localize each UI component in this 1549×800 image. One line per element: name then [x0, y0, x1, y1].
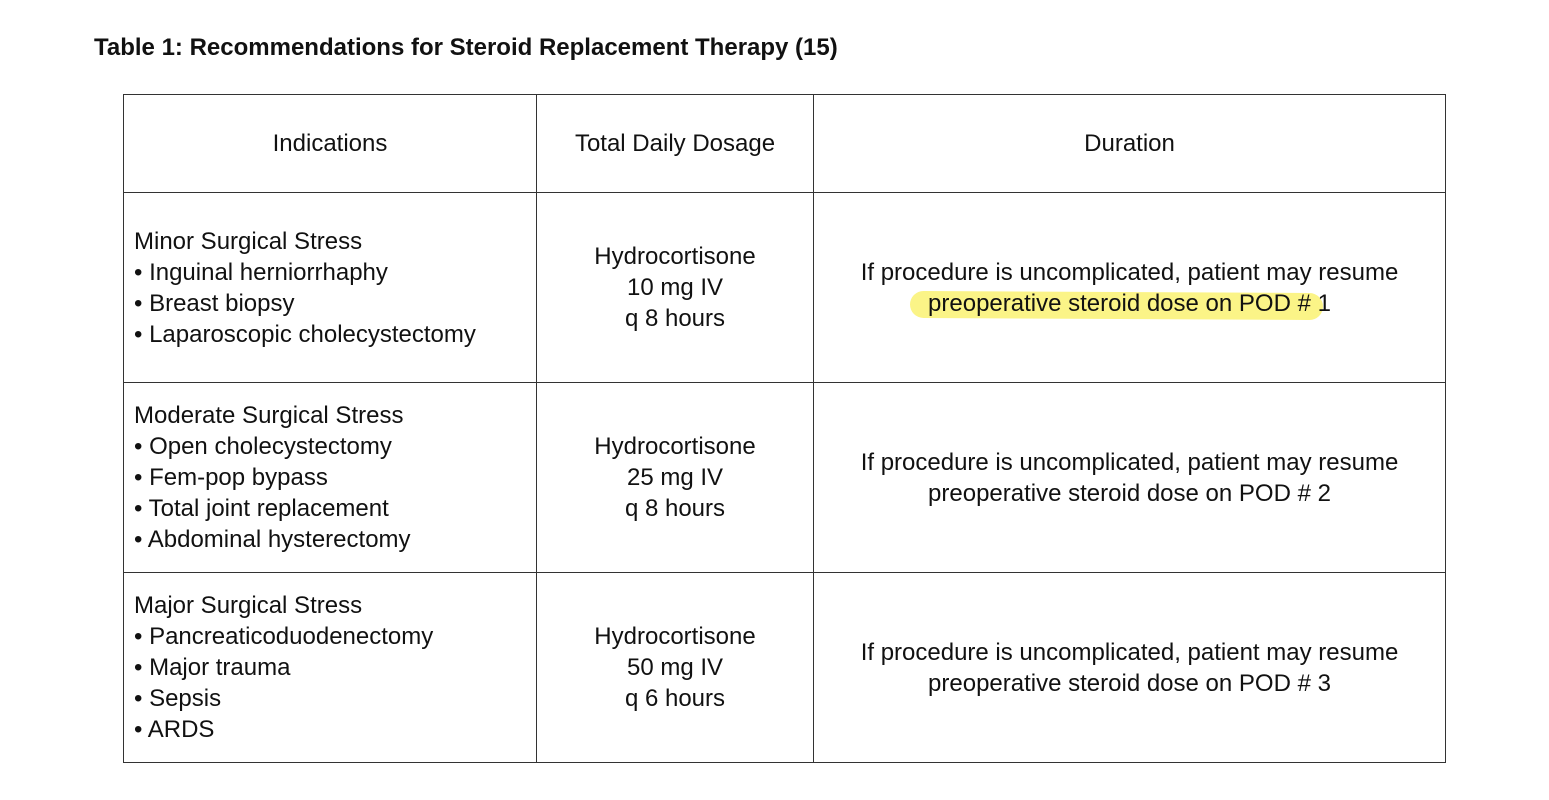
dose-frequency: q 8 hours: [624, 305, 726, 332]
dose-amount: 50 mg IV: [626, 654, 724, 681]
duration-line: preoperative steroid dose on POD # 1: [928, 289, 1331, 317]
procedure-item: • Laparoscopic cholecystectomy: [134, 320, 476, 348]
procedure-item: • Major trauma: [134, 654, 291, 681]
header-duration: Duration: [814, 95, 1446, 193]
drug-name: Hydrocortisone: [594, 243, 756, 270]
dosage-cell: [537, 573, 814, 763]
duration-cell: [814, 383, 1446, 573]
stress-category: Minor Surgical Stress: [134, 227, 363, 255]
procedure-item: • Pancreaticoduodenectomy: [134, 623, 434, 650]
dosage-cell: [537, 193, 814, 383]
stress-category: Major Surgical Stress: [134, 592, 363, 619]
duration-cell: [814, 573, 1446, 763]
duration-line: If procedure is uncomplicated, patient may resume: [860, 448, 1399, 476]
duration-line: If procedure is uncomplicated, patient may resume: [860, 258, 1399, 286]
steroid-recommendations-table: [123, 94, 1446, 763]
procedure-item: • Sepsis: [134, 685, 222, 712]
stress-category: Moderate Surgical Stress: [134, 402, 404, 429]
table-row: [124, 193, 1446, 383]
dose-frequency: q 6 hours: [624, 685, 726, 712]
indication-cell: [124, 573, 537, 763]
indication-cell: [124, 193, 537, 383]
table-row: [124, 573, 1446, 763]
procedure-item: • Open cholecystectomy: [134, 433, 392, 460]
procedure-item: • Inguinal herniorrhaphy: [134, 258, 388, 286]
table-header-row: [124, 95, 1446, 193]
dosage-cell: [537, 383, 814, 573]
duration-line-wrap: [814, 288, 1445, 319]
duration-line: preoperative steroid dose on POD # 2: [928, 479, 1331, 507]
drug-name: Hydrocortisone: [594, 433, 756, 460]
procedure-item: • Breast biopsy: [134, 289, 295, 317]
procedure-item: • Abdominal hysterectomy: [134, 526, 411, 553]
indication-cell: [124, 383, 537, 573]
dose-amount: 25 mg IV: [626, 464, 724, 491]
duration-cell: [814, 193, 1446, 383]
highlighted-text: [928, 288, 1331, 319]
header-total-daily-dosage: Total Daily Dosage: [537, 95, 814, 193]
procedure-item: • ARDS: [134, 716, 215, 743]
dose-amount: 10 mg IV: [626, 274, 724, 301]
procedure-item: • Total joint replacement: [134, 495, 389, 522]
duration-line: preoperative steroid dose on POD # 3: [928, 669, 1331, 697]
duration-line: If procedure is uncomplicated, patient may resume: [860, 638, 1399, 666]
table-title: Table 1: Recommendations for Steroid Replacement Therapy (15): [94, 34, 838, 61]
table-row: [124, 383, 1446, 573]
drug-name: Hydrocortisone: [594, 623, 756, 650]
header-indications: Indications: [124, 95, 537, 193]
procedure-item: • Fem-pop bypass: [134, 464, 328, 491]
dose-frequency: q 8 hours: [624, 495, 726, 522]
